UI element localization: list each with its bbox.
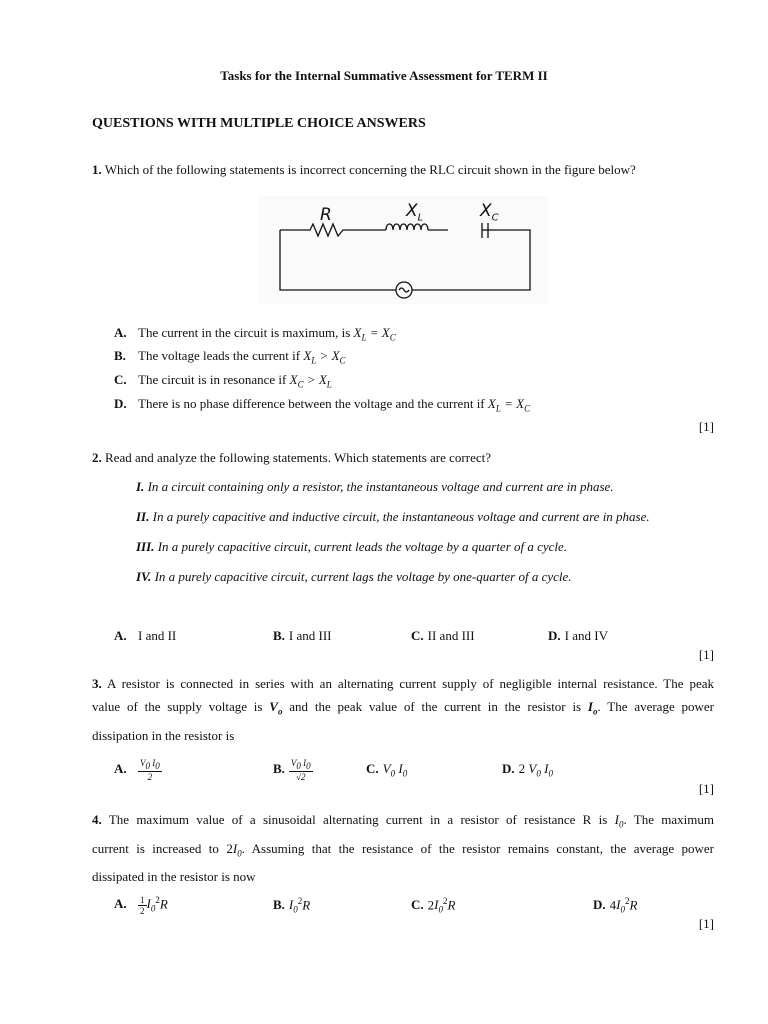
q2-option-b[interactable]: B. I and III [273, 628, 332, 643]
resistor-label: R [320, 205, 332, 225]
question-text: Which of the following statements is incorrect concerning the RLC circuit shown in the figure below? [104, 162, 636, 177]
q2-statement-1: I. In a circuit containing only a resistor, the instantaneous voltage and current are in phase. [136, 479, 614, 494]
circuit-diagram [258, 196, 548, 304]
q2-statement-4: IV. In a purely capacitive circuit, current lags the voltage by one-quarter of a cycle. [136, 569, 572, 584]
q3-option-c[interactable]: C. $V_0$ $I_0$ [366, 761, 408, 779]
capacitor-label: $X_C$ [480, 201, 499, 224]
question-3: 3. A resistor is connected in series with an alternating current supply of negligible internal resistance. The peak value of the supply voltage is $V_o$ and the peak value of the current in the resistor is $I_o$. The average power dissipation in the resistor is [92, 676, 715, 743]
question-1 [92, 158, 714, 181]
q3-option-d[interactable]: D. 2 $V_0$ $I_0$ [502, 761, 553, 779]
rlc-circuit-figure [258, 196, 548, 304]
q1-mark: [1] [698, 419, 714, 434]
q2-option-c[interactable]: C. II and III [411, 628, 475, 643]
q3-option-a[interactable]: A. $\frac{V_0 I_0}{2}$ [114, 758, 160, 782]
q4-mark: [1] [698, 916, 714, 931]
section-heading: QUESTIONS WITH MULTIPLE CHOICE ANSWERS [92, 116, 426, 131]
question-number: 1. [92, 162, 102, 177]
q3-mark: [1] [698, 781, 714, 796]
question-2: 2. Read and analyze the following statements. Which statements are correct? [92, 450, 491, 465]
q4-option-b[interactable]: B. $I_0^2R$ [273, 896, 311, 915]
q1-option-b[interactable]: B. The voltage leads the current if $X_L > X_C$ [114, 348, 346, 366]
q2-statement-2: II. In a purely capacitive and inductive circuit, the instantaneous voltage and current are in phase. [136, 509, 650, 524]
q2-statement-3: III. In a purely capacitive circuit, current leads the voltage by a quarter of a cycle. [136, 539, 568, 554]
q1-option-a[interactable]: A. The current in the circuit is maximum, is $X_L = X_C$ [114, 325, 396, 343]
q1-option-c[interactable]: C. The circuit is in resonance if $X_C > X_L$ [114, 372, 332, 390]
inductor-label: $X_L$ [406, 201, 424, 224]
q4-option-d[interactable]: D. $4I_0^2R$ [593, 896, 638, 915]
page-title: Tasks for the Internal Summative Assessment for TERM II [220, 68, 548, 83]
q2-option-d[interactable]: D. I and IV [548, 628, 608, 643]
q4-option-c[interactable]: C. $2I_0^2R$ [411, 896, 456, 915]
question-4: 4. The maximum value of a sinusoidal alternating current in a resistor of resistance R is $I_0$. The maximum current is increased to $2I_0$. Assuming that the resistance of the resistor remains constant, the average power dissipated in the resistor is now [92, 812, 715, 885]
q4-option-a[interactable]: A. $\frac{1}{2}$ $I_0^2R$ [114, 895, 168, 916]
q2-option-a[interactable]: A. I and II [114, 628, 177, 643]
q3-option-b[interactable]: B. $\frac{V_0 I_0}{√2}$ [273, 758, 311, 782]
q1-option-d[interactable]: D. There is no phase difference between the voltage and the current if $X_L = X_C$ [114, 396, 531, 414]
q2-mark: [1] [698, 647, 714, 662]
